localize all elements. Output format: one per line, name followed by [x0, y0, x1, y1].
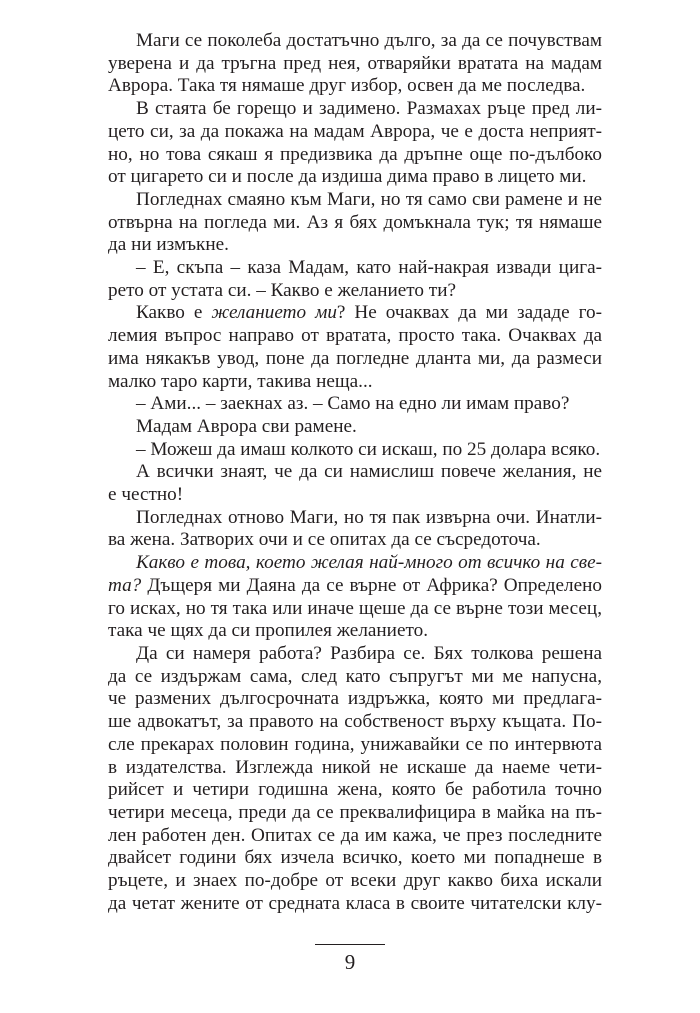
text-line [108, 302, 602, 325]
text-segment: Дъщеря ми Даяна да се върне от Африка? Определено [141, 574, 602, 596]
text-line: двайсет години бях изчела всичко, което ми попаднеше в [108, 847, 602, 869]
text-line: рето от устата си. – Какво е желанието ти? [108, 279, 456, 301]
text-segment: ? Не очаквах да ми зададе го- [336, 302, 603, 324]
text-line [108, 552, 602, 575]
text-line: рийсет и четири годишна жена, която бе работила точно [108, 779, 602, 801]
text-line: Погледнах отново Маги, но тя пак извърна очи. Инатли- [136, 506, 602, 528]
text-line: да четат жените от средната класа в своите читателски клу- [108, 892, 602, 914]
text-line: от цигарето си и после да издиша дима право в лицето ми. [108, 166, 587, 188]
text-line: сле прекарах половин година, унижавайки се по интервюта [108, 733, 602, 755]
text-line: В стаята бе горещо и задимено. Размахах ръце пред ли- [136, 98, 602, 120]
text-line: в издателства. Изглежда никой не искаше да наеме чети- [108, 756, 602, 778]
text-line: е честно! [108, 484, 184, 506]
text-line: четири месеца, преди да се преквалифицира в майка на пъ- [108, 801, 602, 823]
text-line: – Е, скъпа – каза Мадам, като най-накрая извади цига- [136, 257, 602, 279]
text-line: отвърна на погледа ми. Аз я бях домъкнала тук; тя нямаше [108, 211, 602, 233]
body-text [108, 30, 602, 915]
text-line: А всички знаят, че да си намислиш повече желания, не [136, 461, 602, 483]
text-line: Мадам Аврора сви рамене. [136, 415, 357, 437]
text-line: малко таро карти, такива неща... [108, 370, 373, 392]
page-text [108, 30, 602, 915]
text-line: уверена и да тръгна пред нея, отваряйки вратата на мадам [108, 52, 602, 74]
italic-segment: желанието ми [211, 302, 337, 324]
text-line: Да си намеря работа? Разбира се. Бях толкова решена [136, 642, 602, 664]
text-line: така че щях да си пропилея желанието. [108, 620, 428, 642]
text-line [108, 575, 602, 598]
text-line: Аврора. Така тя нямаше друг избор, освен да ме последва. [108, 75, 586, 97]
text-line: но, но това сякаш я предизвика да дръпне още по-дълбоко [108, 143, 602, 165]
footer-rule [315, 944, 385, 945]
text-line: цето си, за да покажа на мадам Аврора, че е доста неприят- [108, 120, 602, 142]
text-line: има някакъв увод, поне да погледне дланта ми, да размеси [108, 347, 602, 369]
text-line: – Ами... – заекнах аз. – Само на едно ли имам право? [136, 393, 570, 415]
text-line: че размених дългосрочната издръжка, която ми предлага- [108, 688, 602, 710]
text-line: да ни измъкне. [108, 234, 229, 256]
text-line: – Можеш да имаш колкото си искаш, по 25 долара всяко. [136, 438, 601, 460]
text-line: ше адвокатът, за правото на собственост върху къщата. По- [108, 711, 602, 733]
italic-segment: та? [108, 574, 142, 596]
text-line: лемия въпрос направо от вратата, просто така. Очаквах да [108, 325, 602, 347]
page-number: 9 [344, 950, 356, 974]
text-line: Погледнах смаяно към Маги, но тя само сви рамене и не [136, 188, 602, 210]
text-line: ва жена. Затворих очи и се опитах да се съсредоточа. [108, 529, 541, 551]
italic-segment: Какво е това, което желая най-много от всичко на све- [136, 552, 602, 574]
text-line: да се издържам сама, след като съпругът ми ме напусна, [108, 665, 602, 687]
text-line: Маги се поколеба достатъчно дълго, за да се почувствам [136, 30, 602, 51]
text-segment: Какво е [136, 302, 212, 324]
text-line: го исках, но тя така или иначе щеше да се върне този месец, [108, 597, 602, 619]
text-line: ръцете, и знаех по-добре от всеки друг какво биха искали [108, 870, 602, 892]
text-line: лен работен ден. Опитах се да им кажа, че през последните [108, 824, 602, 846]
